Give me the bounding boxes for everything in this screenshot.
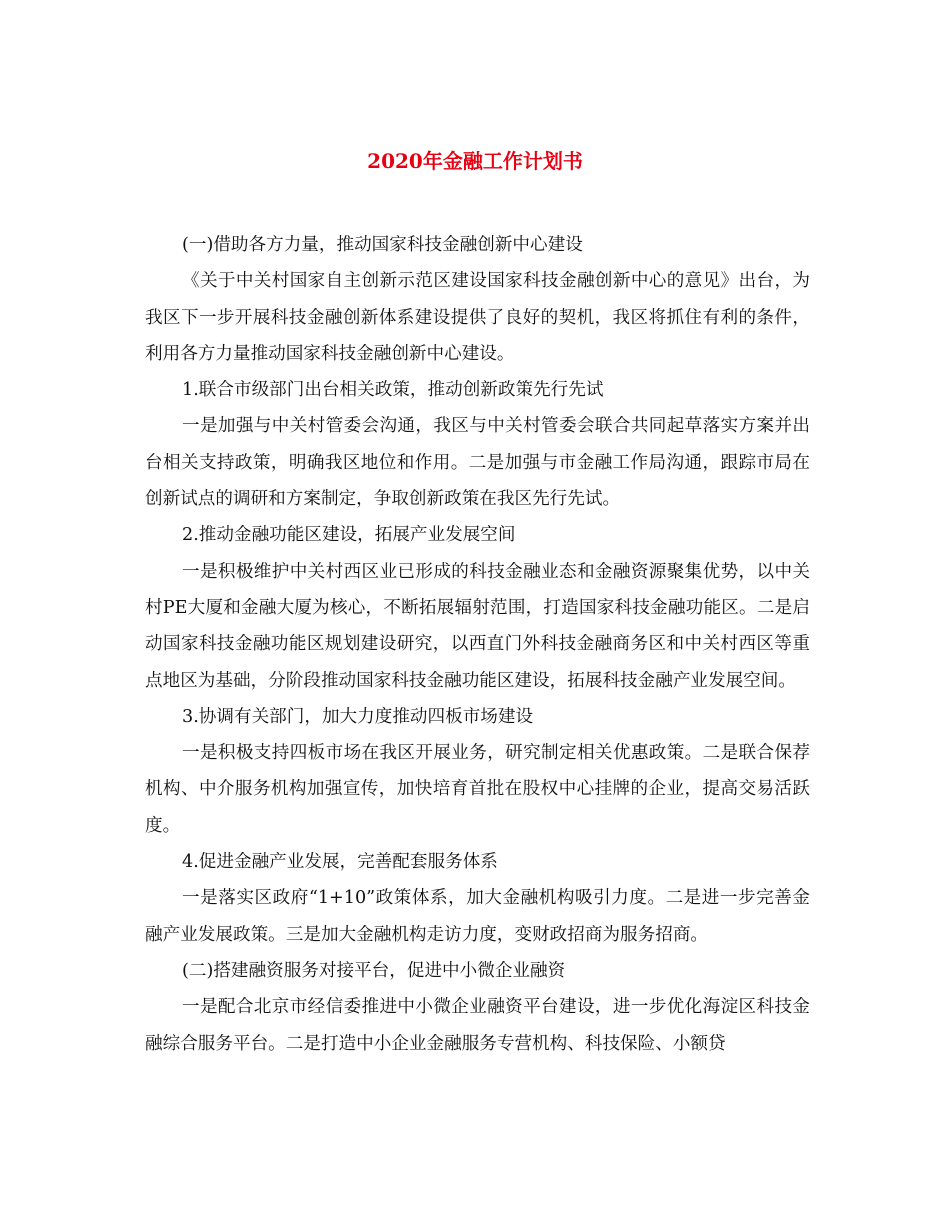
paragraph-item-4: 一是落实区政府“1+10”政策体系，加大金融机构吸引力度。二是进一步完善金融产业发展政策。三是加大金融机构走访力度，变财政招商为服务招商。 (145, 888, 810, 945)
document-body (145, 227, 810, 1062)
paragraph-item-3: 一是积极支持四板市场在我区开展业务，研究制定相关优惠政策。二是联合保荐机构、中介服务机构加强宣传，加快培育首批在股权中心挂牌的企业，提高交易活跃度。 (145, 743, 810, 836)
heading-item-4: 4.促进金融产业发展，完善配套服务体系 (182, 852, 498, 873)
paragraph-item-1: 一是加强与中关村管委会沟通，我区与中关村管委会联合共同起草落实方案并出台相关支持政策，明确我区地位和作用。二是加强与市金融工作局沟通，跟踪市局在创新试点的调研和方案制定，争取创新政策在我区先行先试。 (145, 416, 810, 510)
document-title: 2020年金融工作计划书 (367, 149, 583, 173)
heading-section-2: (二)搭建融资服务对接平台，促进中小微企业融资 (182, 960, 566, 981)
paragraph-item-2: 一是积极维护中关村西区业已形成的科技金融业态和金融资源聚集优势，以中关村PE大厦和金融大厦为核心，不断拓展辐射范围，打造国家科技金融功能区。二是启动国家科技金融功能区规划建设研究，以西直门外科技金融商务区和中关村西区等重点地区为基础，分阶段推动国家科技金融功能区建设，拓展科技金融产业发展空间。 (145, 561, 810, 691)
paragraph-section-2: 一是配合北京市经信委推进中小微企业融资平台建设，进一步优化海淀区科技金融综合服务平台。二是打造中小企业金融服务专营机构、科技保险、小额贷 (145, 997, 810, 1054)
heading-item-3: 3.协调有关部门，加大力度推动四板市场建设 (182, 706, 534, 727)
heading-section-1: (一)借助各方力量，推动国家科技金融创新中心建设 (182, 235, 583, 255)
paragraph-intro: 《关于中关村国家自主创新示范区建设国家科技金融创新中心的意见》出台，为我区下一步开展科技金融创新体系建设提供了良好的契机，我区将抓住有利的条件，利用各方力量推动国家科技金融创新中心建设。 (145, 271, 810, 364)
heading-item-1: 1.联合市级部门出台相关政策，推动创新政策先行先试 (182, 380, 604, 401)
heading-item-2: 2.推动金融功能区建设，拓展产业发展空间 (182, 525, 516, 546)
